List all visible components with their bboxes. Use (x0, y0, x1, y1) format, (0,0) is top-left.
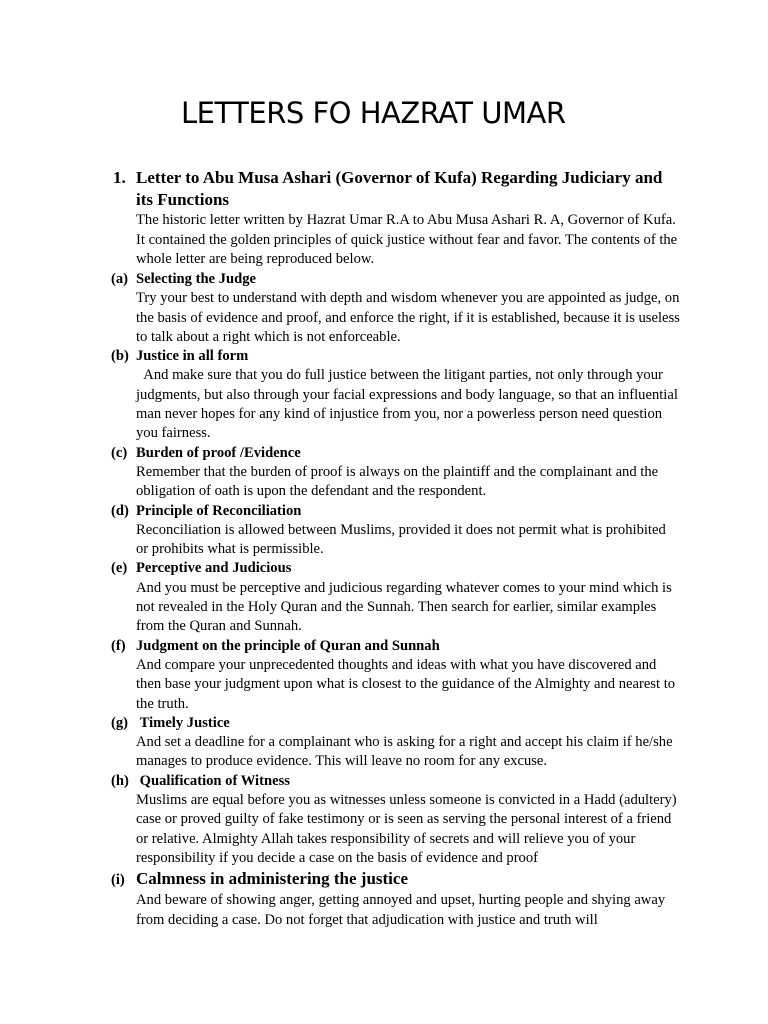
section-heading (111, 714, 691, 733)
section-heading-text: Perceptive and Judicious (136, 560, 292, 577)
section-b (111, 347, 691, 443)
section-marker: (d) (111, 502, 129, 519)
section-heading-text: Principle of Reconciliation (136, 502, 302, 519)
section-heading-text: Selecting the Judge (136, 271, 256, 287)
section-heading-text: Burden of proof /Evidence (136, 444, 301, 461)
section-heading (111, 502, 691, 521)
main-heading-number: 1. (113, 168, 126, 187)
section-heading (111, 637, 691, 656)
section-marker: (a) (111, 271, 129, 287)
sections-list (111, 270, 691, 930)
section-body: Reconciliation is allowed between Muslims, provided it does not permit what is prohibited or prohibits what is permissible. (136, 521, 666, 558)
section-marker: (h) (111, 772, 129, 789)
section-heading-text: Timely Justice (136, 714, 230, 731)
section-heading (111, 347, 691, 366)
section-marker: (i) (111, 872, 125, 889)
section-heading (111, 270, 691, 289)
section-heading-text: Calmness in administering the justice (136, 869, 408, 889)
section-heading (111, 868, 691, 891)
section-heading (111, 772, 691, 791)
section-h (111, 772, 691, 868)
section-heading-text: Qualification of Witness (136, 772, 290, 789)
section-g (111, 714, 691, 772)
section-body: And set a deadline for a complainant who is asking for a right and accept his claim if he/she manages to produce evidence. This will leave no room for any excuse. (136, 734, 673, 770)
section-i (111, 868, 691, 930)
section-body: Remember that the burden of proof is always on the plaintiff and the complainant and the obligation of oath is upon the defendant and the respondent. (136, 463, 659, 500)
section-body: And beware of showing anger, getting annoyed and upset, hurting people and shying away from deciding a case. Do not forget that adjudication with justice and truth will (136, 892, 666, 928)
section-marker: (b) (111, 348, 129, 365)
section-marker: (g) (111, 714, 129, 731)
section-body: And you must be perceptive and judicious regarding whatever comes to your mind which is not revealed in the Holy Quran and the Sunnah. Then search for earlier, similar examples from the Quran and Sunnah. (136, 579, 672, 635)
section-c (111, 444, 691, 502)
section-body: And make sure that you do full justice between the litigant parties, not only through your judgments, but also through your facial expressions and body language, so that an influential man never hopes for any kind of injustice from you, nor a powerless person need question you fairness. (136, 367, 678, 442)
section-f (111, 637, 691, 714)
section-a (111, 270, 691, 347)
section-body: Try your best to understand with depth and wisdom whenever you are appointed as judge, on the basis of evidence and proof, and enforce the right, if it is established, because it is useless to talk about a right which is not enforceable. (136, 290, 680, 345)
intro-paragraph: The historic letter written by Hazrat Umar R.A to Abu Musa Ashari R. A, Governor of Kufa. It contained the golden principles of quick justice without fear and favor. The contents of the whole letter are being reproduced below. (136, 212, 678, 267)
main-heading (113, 167, 673, 211)
section-marker: (f) (111, 637, 126, 654)
section-d (111, 502, 691, 560)
section-heading (111, 444, 691, 463)
section-body: And compare your unprecedented thoughts and ideas with what you have discovered and then base your judgment upon what is closest to the guidance of the Almighty and nearest to the truth. (136, 656, 676, 712)
section-body: Muslims are equal before you as witnesses unless someone is convicted in a Hadd (adultery) case or proved guilty of fake testimony or is seen as serving the personal interest of a friend or relative. Almighty Allah takes responsibility of secrets and will relieve you of your responsibility if you decide a case on the basis of evidence and proof (136, 792, 677, 866)
section-marker: (e) (111, 560, 128, 577)
section-marker: (c) (111, 444, 128, 461)
section-heading (111, 559, 691, 578)
section-heading-text: Justice in all form (136, 348, 249, 365)
section-e (111, 559, 691, 636)
page-title: LETTERS FO HAZRAT UMAR (181, 96, 566, 130)
section-heading-text: Judgment on the principle of Quran and Sunnah (136, 637, 440, 654)
main-heading-text: Letter to Abu Musa Ashari (Governor of Kufa) Regarding Judiciary and its Functions (136, 168, 663, 209)
